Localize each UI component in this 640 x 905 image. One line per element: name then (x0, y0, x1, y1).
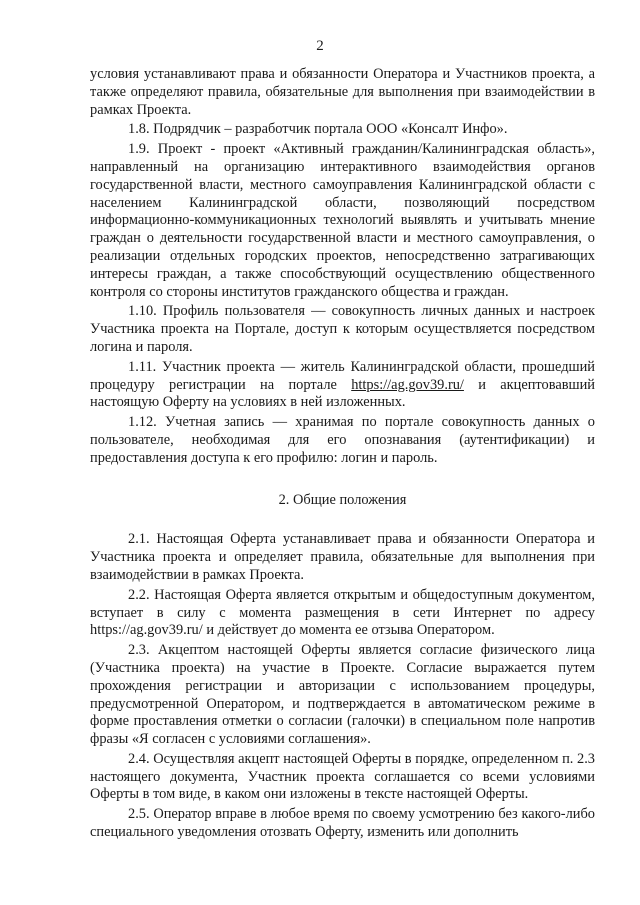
paragraph-1-8: 1.8. Подрядчик – разработчик портала ООО «Консалт Инфо». (128, 121, 508, 138)
paragraph-1-9: 1.9. Проект - проект «Активный гражданин/Калининградская область», направленный на организацию интерактивного взаимодействия органов государственной власти, местного самоуправления Калининградской области с населением Калининградской области, позволяющий посредством информационно-коммуникационных технологий выявлять и учитывать мнение граждан о деятельности государственной власти и местного самоуправления, о реализации отдельных городских проектов, непосредственно затрагивающих интересы граждан, а также способствующий осуществлению общественного контроля со стороны институтов гражданского общества и граждан. (90, 141, 595, 300)
paragraph-2-2: 2.2. Настоящая Оферта является открытым и общедоступным документом, вступает в силу с момента размещения в сети Интернет по адресу https://ag.gov39.ru/ и действует до момента ее отзыва Оператором. (90, 586, 595, 639)
page-number: 2 (316, 38, 324, 54)
paragraph-2-4: 2.4. Осуществляя акцепт настоящей Оферты в порядке, определенном п. 2.3 настоящего документа, Участник проекта соглашается со всеми условиями Оферты в том виде, в каком они изложены в тексте настоящей Оферты. (90, 750, 595, 803)
document-body (90, 66, 595, 842)
paragraph-1-11 (90, 359, 595, 412)
paragraph-2-5: 2.5. Оператор вправе в любое время по своему усмотрению без какого-либо специального уведомления отозвать Оферту, изменить или дополнить (90, 806, 595, 841)
paragraph-2-1: 2.1. Настоящая Оферта устанавливает права и обязанности Оператора и Участника проекта и определяет правила, обязательные для выполнения при взаимодействии в рамках Проекта. (90, 531, 595, 583)
paragraph-intro-continuation: условия устанавливают права и обязанности Оператора и Участников проекта, а также определяют правила, обязательные для выполнения при взаимодействии в рамках Проекта. (90, 66, 595, 118)
paragraph-1-11-text-after: и акцептовавший настоящую Оферту на условиях в ней изложенных. (90, 376, 595, 411)
section-heading: 2. Общие положения (278, 491, 407, 508)
paragraph-1-11-text-before: 1.11. Участник проекта — житель Калининградской области, прошедший процедуру регистрации на портале (90, 358, 595, 393)
paragraph-1-12: 1.12. Учетная запись — хранимая по портале совокупность данных о пользователе, необходимая для его опознавания (аутентификации) и предоставления доступа к его профилю: логин и пароль. (90, 414, 595, 466)
portal-link[interactable]: https://ag.gov39.ru/ (351, 376, 464, 393)
paragraph-2-3: 2.3. Акцептом настоящей Оферты является согласие физического лица (Участника проекта) на участие в Проекте. Согласие выражается путем прохождения регистрации и авторизации с использованием процедуры, предусмотренной Оператором, и подтверждается в автоматическом режиме в форме проставления отметки о согласии (галочки) в специальном поле напротив фразы «Я согласен с условиями соглашения». (90, 642, 595, 748)
paragraph-1-10: 1.10. Профиль пользователя — совокупность личных данных и настроек Участника проекта на Портале, доступ к которым осуществляется посредством логина и пароля. (90, 303, 595, 355)
